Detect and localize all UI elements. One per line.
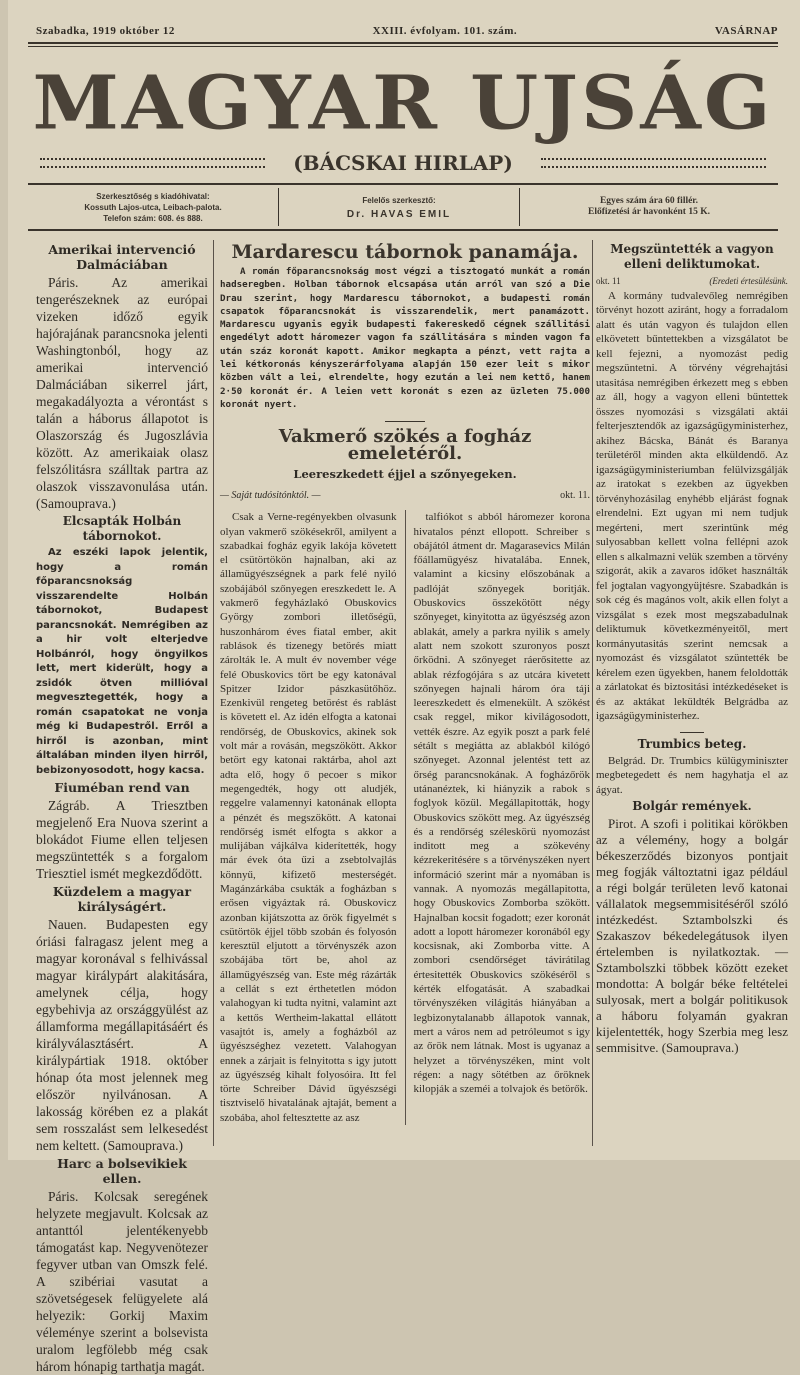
editor-info: [279, 188, 520, 226]
divider: [28, 42, 778, 44]
info-box: [28, 188, 778, 226]
left-column: [36, 240, 208, 1375]
article-title: Harc a bolsevikiek ellen.: [57, 1156, 187, 1186]
article-title: Megszüntették a vagyon elleni deliktumokat.: [610, 242, 774, 271]
price-info: [520, 188, 778, 226]
masthead-title: MAGYAR UJSÁG: [32, 60, 774, 147]
article-title: Küzdelem a magyar királyságért.: [52, 884, 192, 914]
article-body: Pirot. A szofi i politikai körökben az a vélemény, hogy a bolgár békeszerződés bizonyos pontjait meg fogják változtatni igaz például a régi bolgár területen levő katonai vállalatok megsemmisitéséről szóló intézkedést. Sztambolszki és Szakaszov békedelegátusok ilyen értelemben is nyilatkoztak. — Sztambolszki többek között ezeket mondotta: A bolgár béke feltételei sulyosak, mert a bolgár politikusok a háboru folyamán gyakran kijelentették, hogy Szerbia meg lesz semmisitve. (Samouprava.): [596, 816, 788, 1055]
article-source: (Eredeti értesülésünk.: [709, 276, 788, 286]
feature-article-title: Vakmerő szökés a fogház emeletéről.: [278, 426, 532, 465]
ornament-rule: [541, 158, 766, 168]
article-body: A kormány tudvalevőleg nemrégiben törvényt hozott aziránt, hogy a forradalom alatt és után vagyon és tulajdon ellen elkövetett bűntettekben a vizsgálatot be kell fejezni, a nyomozást pedig megszüntetni. A törvény végrehajtási utasitása nemrégiben érkezett meg s ebben az áll, hogy a vagyon elleni bűntettek összes nyomozási s vizsgálati aktái felterjesztendők az igazságügyministerhez, akihez Bácska, Bánát és Baranya területéről minden akta elküldendő. Az igazságügyministeriumban felülvizsgálják az iratokat s ezekben az ügyekben törvényhozásilag enyhébb eljárást fognak elrendelni. Ezt ugyan mi nem tudjuk megérteni, mert szerintünk még sulyosabban kellett volna fellépni azok ellen s alkalmazni velük szemben a törvény szigorát, akik a zavaros időket használták fel jogtalan vagyongyüjtésre. Szabadkán is sok cég és magános volt, akik ellen folyt a vizsgálat s ezek most megszabadulnak deliktumuk következményeitől, mert kormányutasitás szerint nemcsak a nyomozást és vizsgálatot szüntették be kérelem ezen ügyekben, hanem feloldották a zárlatokat és biztositási intézkedéseket is és az aktákat leküldték Belgrádba az igazságügyministerhez.: [596, 289, 788, 722]
lead-article-text: A román főparancsnokság most végzi a tisztogató munkát a román hadseregben. Holban tábornok elcsapása után arról van szó a Die Drau szerint, hogy Mardarescu tábornokot, a budapesti román csapatok főparancsnokát is visszarendelik, mert panamázott. Mardarescu ugyanis egyik budapesti fakereskedő cégnek szállitási engedélyt adott háromezer vagon fa szállitására s minden vagon fa után száz koronát kapott. Amikor megkapta a pénzt, vett rajta a lei kétkoronás kényszerárfolyama alapján 150 ezer leit s mikor közben vált a lei, elrendelte, hogy ezután a lei nem kettő, hanem 2·50 koronát ér. A leien vett koronát s ezen az üzleten 75.000 koronát nyert.: [220, 266, 590, 410]
divider: [28, 46, 778, 47]
office-address: Kossuth Lajos-utca, Leibach-palota.: [84, 202, 222, 212]
location-date: Szabadka, 1919 október 12: [36, 25, 175, 37]
article-body: Az eszéki lapok jelentik, hogy a román főparancsnokság visszarendelte Holbán tábornokot, Budapest parancsnokát. Nemrégiben az a hir volt elterjedve Holbánról, hogy öngyilkos lett, mert kiderült, hogy a zsidók ötven millióval megvesztegették, hogy a román csapatokat ne vonja még ki Budapestről. Erről a hirről is azonban, mint általában minden ilyen hirről, bebizonyosodott, hogy kacsa.: [36, 547, 208, 776]
office-info: [28, 188, 279, 226]
weekday: VASÁRNAP: [714, 25, 778, 37]
article-title: Fiuméban rend van: [54, 780, 190, 795]
feature-subcolumn-1: [220, 510, 406, 1125]
right-column: [596, 240, 788, 1056]
article-body: Páris. Az amerikai tengerészeknek az európai vizeken időző egyik hajórajának parancsnoka jelenti Washingtonból, hogy az amerikai intervenció Dalmáciában sikerrel járt, megakadályozta a vérontást s talán a háborus állapotot is Olaszország és Jugoszlávia között. Az amerikaiak olasz felszólitásra szálltak partra az olaszok visszavonulása után. (Samouprava.): [36, 275, 208, 511]
office-phone: Telefon szám: 608. és 888.: [103, 213, 203, 223]
article-title: Bolgár remények.: [632, 799, 752, 813]
subtitle-row: [28, 148, 778, 178]
feature-text-1: Csak a Verne-regényekben olvasunk olyan vakmerő szökésekről, amilyent a szabadkai fogház egyik lakója követett el csütörtökön hajnalban, aki az államügyészségnek a park felé nyiló szobájából szőnyegen ereszkedett le. A vakmerő fegyházlakó Obuskovics György zombori illetőségü, huszonhárom éves fiatal ember, akit rablások és tizenegy betörés miatt zárolták le. A mult év november vége felé Obuskovics tört be egy katonával Spitzer Izidor pászkasütőhöz. Ezenkivül rengeteg betörést és rablást is követett el. Az idén elfogta a katonai rendőrség, de Obuskovics, akinek sok volt már a rovásán, megszökött. Akkor betört egy katonai raktárba, ahol azt adta elő, hogy ő pecoer s mikor megengedték, hogy ott aludjék, reggelre valamennyi katonának ellopta a pénzét és megszökött. A katonai rendőrség ismét elfogta s akkor a mulijában vájkálva kiderítették, hogy már évek óta űzi a zsebtolvajlás könnyű, kifizető mesterségét. Magánzárkába csukták a fogházban s erősen vigyáztak rá. Obuskovicz azonban kijátszotta az őrök figyelmét s csütörtök éjjel több szobán és folyosón keresztül eljutott a törvényszék azon szobájába tört be, ahol az államügyészség van. Este még rázárták a cellát s ezt érthetetlen módon valahogyan ki tudta nyitni, valamint azt a kettős Wertheim-lakattal ellátott vasajtót is, amely a fogházból az ügyészséghez vezetett. Valahogyan ennek a zárjait is felnyitotta s igy jutott az ügyészség kihalt folyosóira. Itt fel törte Schreiber Dávid ügyészségi tisztviselő hivatalának ajtaját, bement a szobába, ahol feltesztette az asz: [220, 511, 397, 1124]
office-label: Szerkesztőség s kiadóhivatal:: [96, 191, 210, 201]
ornament-rule: [40, 158, 265, 168]
editor-name: Dr. HAVAS EMIL: [346, 208, 452, 220]
feature-subcolumn-2: [414, 510, 591, 1125]
article-body: Zágráb. A Triesztben megjelenő Era Nuova szerint a blokádot Fiume ellen teljesen megszüntették s a forgalom Triesztiel ismét megkezdődött.: [36, 798, 208, 881]
byline: — Saját tudósitónktól. —: [220, 490, 321, 502]
short-divider: [385, 421, 425, 422]
article-title: Elcsapták Holbán tábornokot.: [62, 514, 182, 543]
masthead-subtitle: (BÁCSKAI HIRLAP): [293, 151, 513, 175]
editor-label: Felelős szerkesztő:: [362, 195, 436, 205]
feature-article-columns: [220, 510, 590, 1125]
article-meta: [596, 274, 788, 289]
lead-article-title: Mardarescu tábornok panamája.: [231, 241, 579, 263]
dateline: [36, 24, 778, 38]
article-title: Amerikai intervenció Dalmáciában: [48, 242, 196, 272]
article-body: Belgrád. Dr. Trumbics külügyminiszter megbetegedett és nem hagyhatja el az ágyat.: [596, 754, 788, 796]
volume-issue: XXIII. évfolyam. 101. szám.: [372, 25, 518, 37]
short-divider: [680, 732, 704, 733]
feature-text-2: talfiókot s abból háromezer korona hivatalos pénzt ellopott. Schreiber s obájától átment dr. Magarasevics Milán főállamügyész hivatalába. Ennek, valamint a kicsiny előszobának a padlóját szőnyegek boritják. Obuskovics összekötött négy szőnyeget, kinyitotta az ügyészség azon ablakát, amely a parkra nyilik s amely alatt nem szokott szuronyos poszt őrködni. A szőnyeget ráerősitette az ablak rézfogójára s az utcára kivetett szőnyegen hajnali három óra táji leereszkedett és elmenekült. A szökést csak reggel, mikor kivilágosodott, vették észre. Az egyik poszt a park felé sétált s megiátta az ablakból kilógó szőnyeget. Azonnal jelentést tett az őrség parancsnokának. A fogházőrök utánanéztek, ki hiányzik a rabok s foglyok közül. Megállapitották, hogy Obuskovics szökött meg. Az ügyészség és a rendőrség széleskörü nyomozást inditott meg a szökevény kézrekeritésére s a törvényszéken nyert információ szerint már a nyomában is vannak. A nyomozás megállapitotta, hogy Obuskovics Zomborba szökött. Hajnalban kocsit fogadott; ezer koronát adott a lopott háromezer koronából egy kocsisnak, aki Zomborba vitte. A zombori csendőrséget távirátilag értesitették Obuskovics szökéséről s kérték elfogatását. A szabadkai törvényszéken világitás hiányában a legbizonytalanabb állapotok vannak, mert a város nem ad petróleumot s igy az őrök nem látnak. Most is ugyanaz a helyzet a törvényszéken, mint volt régen: a nagy sötétben az őröknek kilopják a szeméi a tolvajok és betörők.: [413, 511, 590, 1096]
article-date: okt. 11.: [560, 490, 590, 502]
article-body: Páris. Kolcsak seregének helyzete megjavult. Kolcsak az antanttól jelentékenyebb támogatást kap. Negyvenötezer fegyver utban van Omszk felé. A szibériai vasutat a szövetségesek felügyelete alá helyezik: Gorkij Maxim véleménye szerint a bolsevista uralom legfölebb még csak három hónapig tarthatja magát.: [36, 1189, 208, 1374]
divider: [28, 229, 778, 231]
divider: [28, 183, 778, 185]
article-title: Trumbics beteg.: [637, 736, 747, 751]
lead-article-body: [220, 265, 590, 411]
newspaper-page: [8, 0, 800, 1374]
feature-article-subtitle: Leereszkedett éjjel a szőnyegeken.: [293, 467, 517, 482]
column-divider: [213, 240, 214, 1146]
byline-row: [220, 487, 590, 504]
price-subscription: Előfizetési ár havonként 15 K.: [587, 207, 710, 217]
center-column: [220, 240, 590, 1125]
article-body: Nauen. Budapesten egy óriási falragasz jelent meg a magyar koronával s felhivással magyar királypárt alakitására, amelynek célja, hogy egybehivja az országgyülést az államforma megállapitásáért és királyválasztásért. A királypártiak 1918. október hónap óta most jelennek meg először nyilvánosan. A lakosság körében ez a plakát sem rosszalást sem lelkesedést nem keltett. (Samouprava.): [36, 917, 208, 1153]
column-divider: [592, 240, 593, 1146]
price-single: Egyes szám ára 60 fillér.: [599, 196, 699, 206]
article-date: okt. 11: [596, 276, 621, 286]
